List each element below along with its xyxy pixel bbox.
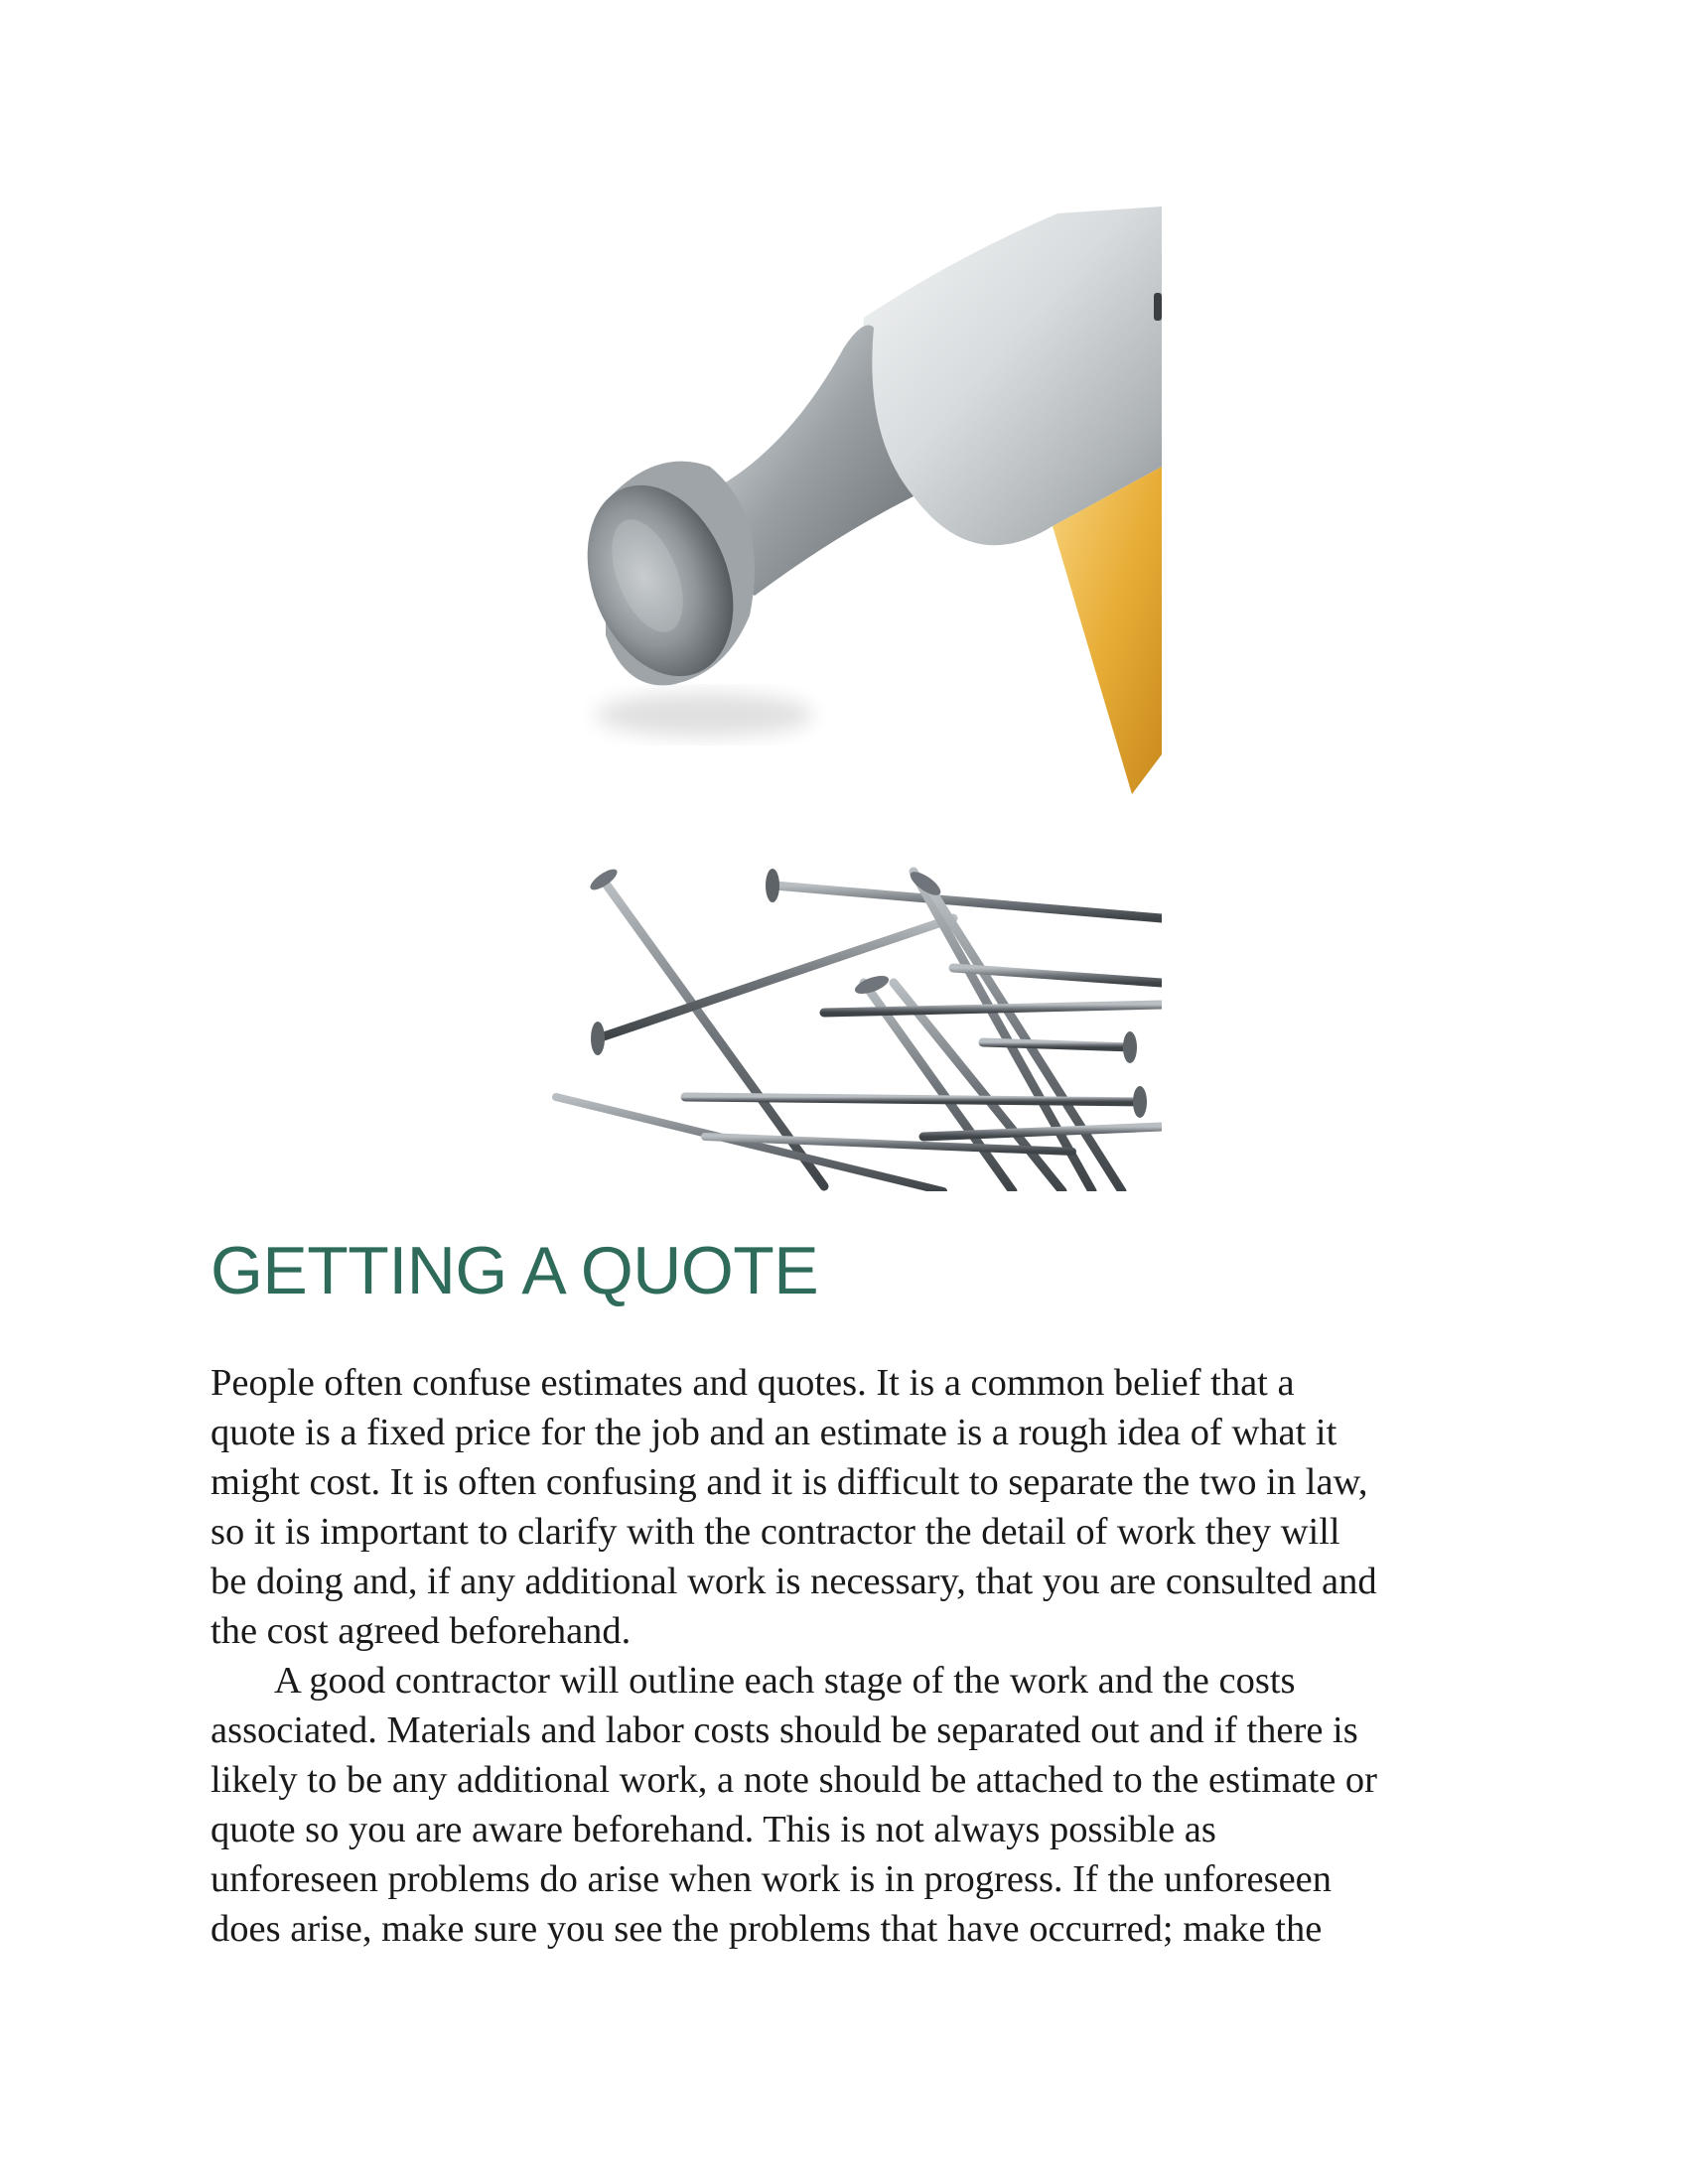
- text-line: does arise, make sure you see the problems that have occurred; make the: [211, 1908, 1323, 1950]
- page-title: GETTING A QUOTE: [211, 1233, 819, 1308]
- text-line: A good contractor will outline each stage of the work and the costs: [274, 1660, 1296, 1702]
- text-line: quote so you are aware beforehand. This is not always possible as: [211, 1809, 1216, 1850]
- text-line: unforeseen problems do arise when work is in progress. If the unforeseen: [211, 1858, 1333, 1900]
- paragraph: [211, 1358, 1501, 1656]
- text-line: be doing and, if any additional work is necessary, that you are consulted and: [211, 1561, 1377, 1602]
- text-line: People often confuse estimates and quotes. It is a common belief that a: [211, 1362, 1295, 1404]
- text-line: quote is a fixed price for the job and an estimate is a rough idea of what it: [211, 1412, 1337, 1453]
- text-line: might cost. It is often confusing and it is difficult to separate the two in law,: [211, 1461, 1368, 1503]
- text-line: associated. Materials and labor costs should be separated out and if there is: [211, 1709, 1358, 1751]
- text-line: likely to be any additional work, a note should be attached to the estimate or: [211, 1759, 1377, 1801]
- hammer-and-nails-icon: [536, 199, 1162, 1191]
- paragraph: [211, 1656, 1501, 1954]
- text-line: the cost agreed beforehand.: [211, 1610, 632, 1652]
- article-body: [211, 1358, 1501, 1954]
- text-line: so it is important to clarify with the contractor the detail of work they will: [211, 1511, 1340, 1553]
